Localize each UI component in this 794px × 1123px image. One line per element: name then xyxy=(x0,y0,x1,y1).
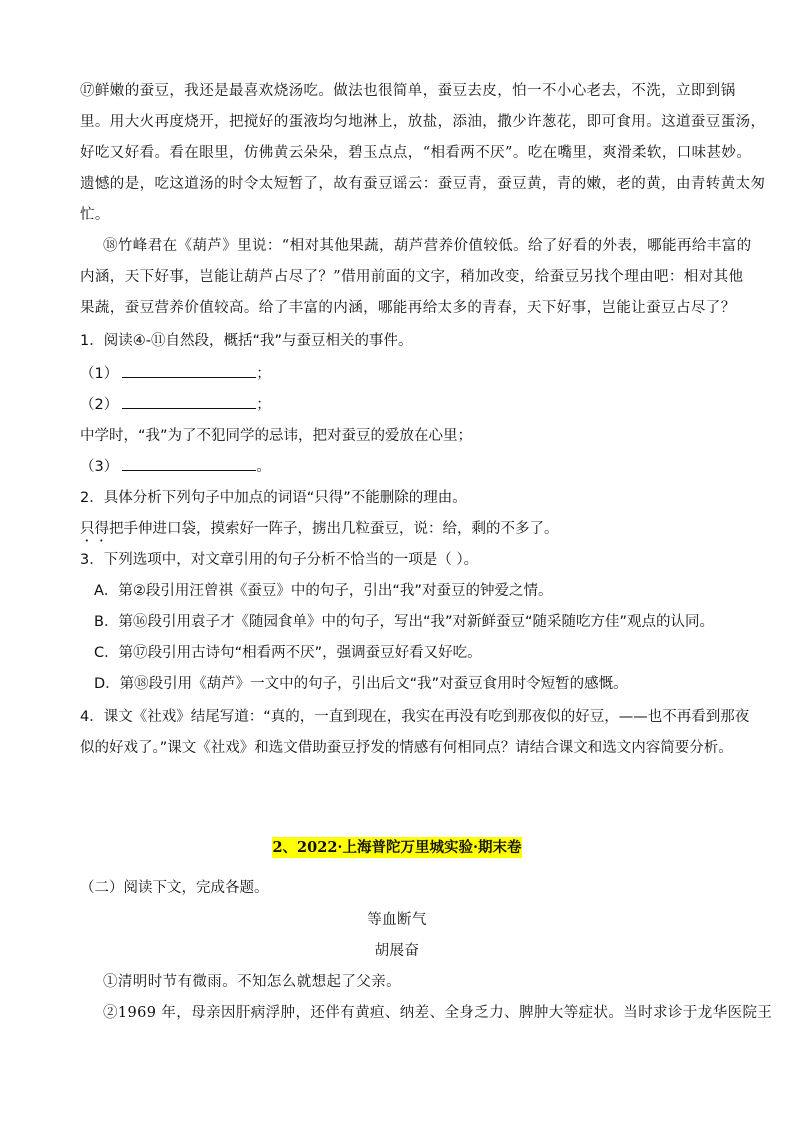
question-1-given: 中学时，“我”为了不犯同学的忌讳，把对蚕豆的爱放在心里； xyxy=(80,428,473,444)
paragraph-17-line: 里。用大火再度烧开，把搅好的蛋液均匀地淋上，放盐，添油，撒少许葱花，即可食用。这道蚕豆蛋汤， xyxy=(80,114,766,130)
item-label: （3） xyxy=(80,459,119,475)
paragraph-17-line: 好吃又好看。看在眼里，仿佛黄云朵朵，碧玉点点，“相看两不厌”。吃在嘴里，爽滑柔软，口味甚妙。 xyxy=(80,145,752,161)
question-1-item-2 xyxy=(80,390,271,421)
question-4-line: 似的好戏了。”课文《社戏》和选文借助蚕豆抒发的情感有何相同点？请结合课文和选文内容简要分析。 xyxy=(80,740,733,756)
section-intro: （二）阅读下文，完成各题。 xyxy=(80,880,269,896)
paragraph-17-line: 忙。 xyxy=(80,207,110,223)
item-label: （2） xyxy=(80,397,119,413)
item-end: ； xyxy=(256,366,271,382)
paragraph-17-line: 遗憾的是，吃这道汤的时令太短暂了，故有蚕豆谣云：蚕豆青，蚕豆黄，青的嫩，老的黄，由青转黄太匆 xyxy=(80,176,766,192)
sentence-rest: 把手伸进口袋，摸索好一阵子，掳出几粒蚕豆，说：给，剩的不多了。 xyxy=(109,521,559,537)
article-paragraph-1: ①清明时节有微雨。不知怎么就想起了父亲。 xyxy=(103,974,401,990)
article-author: 胡展奋 xyxy=(374,943,420,959)
item-end: 。 xyxy=(256,459,271,475)
option-a[interactable]: A．第②段引用汪曾祺《蚕豆》中的句子，引出“我”对蚕豆的钟爱之情。 xyxy=(94,583,553,599)
question-1-item-3 xyxy=(80,452,271,483)
question-3-text: 3．下列选项中，对文章引用的句子分析不恰当的一项是（ ）。 xyxy=(80,552,479,568)
paragraph-18-line: ⑱竹峰君在《葫芦》里说：“相对其他果蔬，葫芦营养价值较低。给了好看的外表，哪能再给丰富的 xyxy=(103,238,752,254)
paragraph-18-line: 内涵，天下好事，岂能让葫芦占尽了？”借用前面的文字，稍加改变，给蚕豆另找个理由吧：相对其他 xyxy=(80,269,744,285)
question-1-text: 1．阅读④-⑪自然段，概括“我”与蚕豆相关的事件。 xyxy=(80,333,413,349)
item-label: （1） xyxy=(80,366,119,382)
question-2-text: 2．具体分析下列句子中加点的词语“只得”不能删除的理由。 xyxy=(80,490,467,506)
section-title xyxy=(0,836,794,857)
question-1-item-1 xyxy=(80,359,271,390)
dotted-word: 只得 xyxy=(80,521,109,537)
question-4-line: 4．课文《社戏》结尾写道：“真的，一直到现在，我实在再没有吃到那夜似的好豆，——也不再看到那夜 xyxy=(80,709,750,725)
option-c[interactable]: C．第⑰段引用古诗句“相看两不厌”，强调蚕豆好看又好吃。 xyxy=(94,645,482,661)
answer-blank[interactable] xyxy=(122,456,256,471)
article-title: 等血断气 xyxy=(367,912,427,928)
paragraph-17-line: ⑰鲜嫩的蚕豆，我还是最喜欢烧汤吃。做法也很简单，蚕豆去皮，怕一不小心老去，不洗，立即到锅 xyxy=(80,83,736,99)
article-paragraph-2: ②1969 年，母亲因肝病浮肿，还伴有黄疸、纳差、全身乏力、脾肿大等症状。当时求诊于龙华医院王 xyxy=(103,1005,773,1021)
option-b[interactable]: B．第⑯段引用袁子才《随园食单》中的句子，写出“我”对新鲜蚕豆“随采随吃方佳”观点的认同。 xyxy=(94,614,714,630)
paragraph-18-line: 果蔬，蚕豆营养价值较高。给了丰富的内涵，哪能再给太多的青春，天下好事，岂能让蚕豆占尽了？ xyxy=(80,300,736,316)
answer-blank[interactable] xyxy=(122,363,256,378)
item-end: ； xyxy=(256,397,271,413)
answer-blank[interactable] xyxy=(122,394,256,409)
question-2-sentence xyxy=(80,514,559,545)
option-d[interactable]: D．第⑱段引用《葫芦》一文中的句子，引出后文“我”对蚕豆食用时令短暂的感慨。 xyxy=(94,676,628,692)
section-title-text: 2、2022·上海普陀万里城实验·期末卷 xyxy=(272,839,522,856)
